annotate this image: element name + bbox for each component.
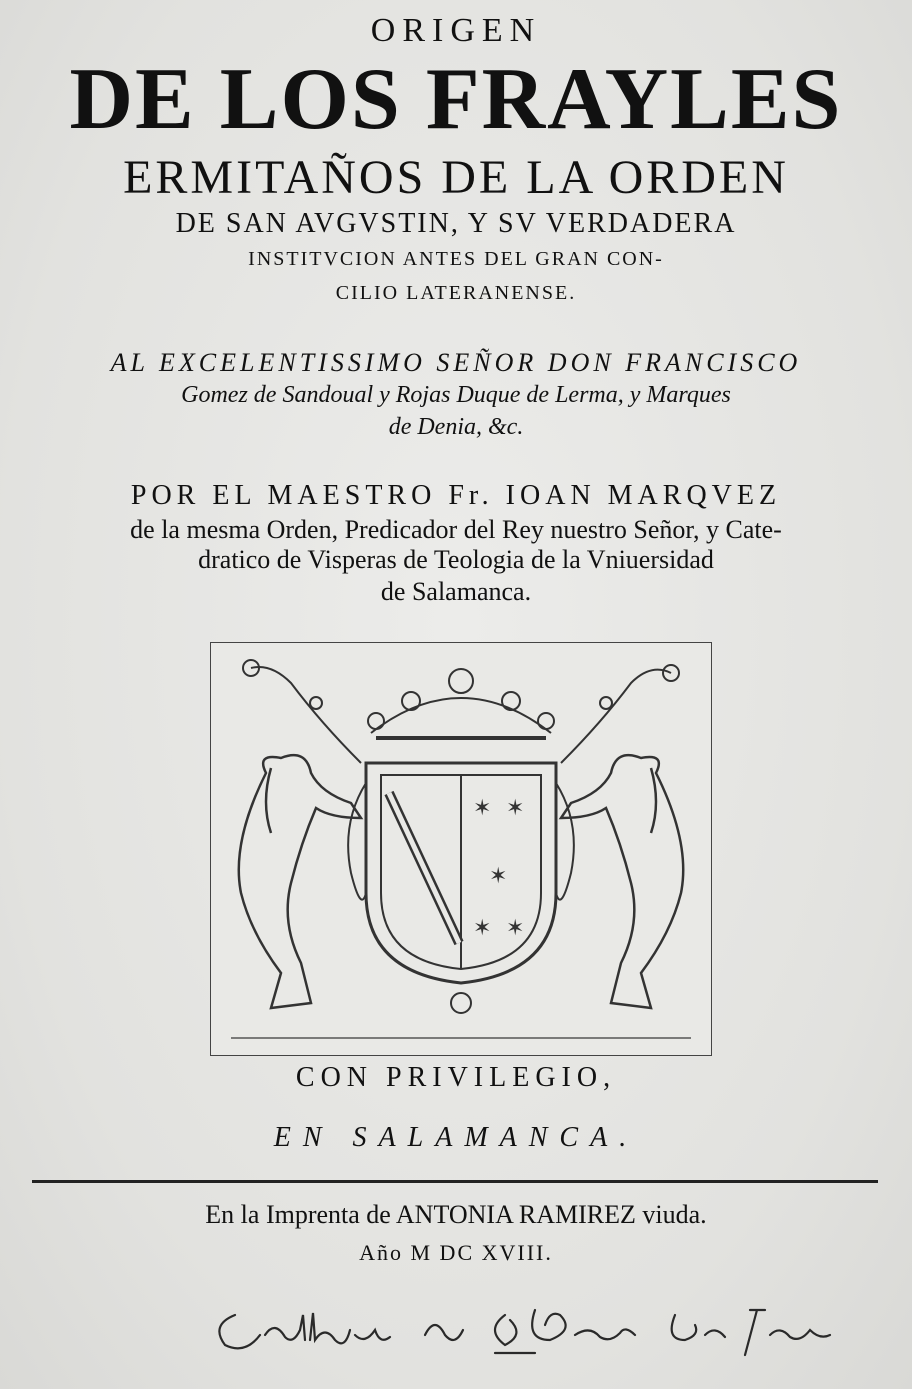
author-line-1: POR EL MAESTRO Fr. IOAN MARQVEZ — [130, 480, 782, 511]
author-line-2: de la mesma Orden, Predicador del Rey nuestro Señor, y Cate- — [130, 515, 782, 544]
svg-text:✶: ✶ — [473, 915, 492, 940]
horizontal-rule — [32, 1180, 878, 1183]
coat-of-arms-icon — [211, 643, 711, 1055]
handwriting-scribble-icon — [205, 1285, 845, 1365]
privilege-line: CON PRIVILEGIO, — [295, 1062, 617, 1093]
dedication-line-2: Gomez de Sandoual y Rojas Duque de Lerma, y Marques — [181, 382, 731, 408]
dedication-line-3: de Denia, &c. — [388, 414, 524, 440]
author-line-4: de Salamanca. — [380, 577, 532, 606]
title-line-institucion: INSTITVCION ANTES DEL GRAN CON- — [248, 248, 664, 270]
svg-text:✶: ✶ — [506, 915, 525, 940]
dedication-line-1: AL EXCELENTISSIMO SEÑOR DON FRANCISCO — [110, 348, 802, 377]
title-line-ermitanos: ERMITAÑOS DE LA ORDEN — [123, 151, 789, 204]
title-line-san-augustin: DE SAN AVGVSTIN, Y SV VERDADERA — [175, 208, 737, 239]
handwritten-inscription-icon — [205, 1285, 845, 1365]
title-line-origen: ORIGEN — [370, 12, 542, 49]
year-line: Año M DC XVIII. — [359, 1240, 553, 1265]
author-line-3: dratico de Visperas de Teologia de la Vniuersidad — [198, 545, 714, 574]
title-line-frayles: DE LOS FRAYLES — [69, 51, 843, 148]
svg-text:✶: ✶ — [473, 795, 492, 820]
printer-line: En la Imprenta de ANTONIA RAMIREZ viuda. — [205, 1200, 707, 1229]
svg-text:✶: ✶ — [489, 863, 508, 888]
title-line-lateranense: CILIO LATERANENSE. — [335, 282, 577, 304]
coat-of-arms-engraving — [210, 642, 712, 1056]
svg-text:✶: ✶ — [506, 795, 525, 820]
place-line: EN SALAMANCA. — [273, 1122, 639, 1153]
